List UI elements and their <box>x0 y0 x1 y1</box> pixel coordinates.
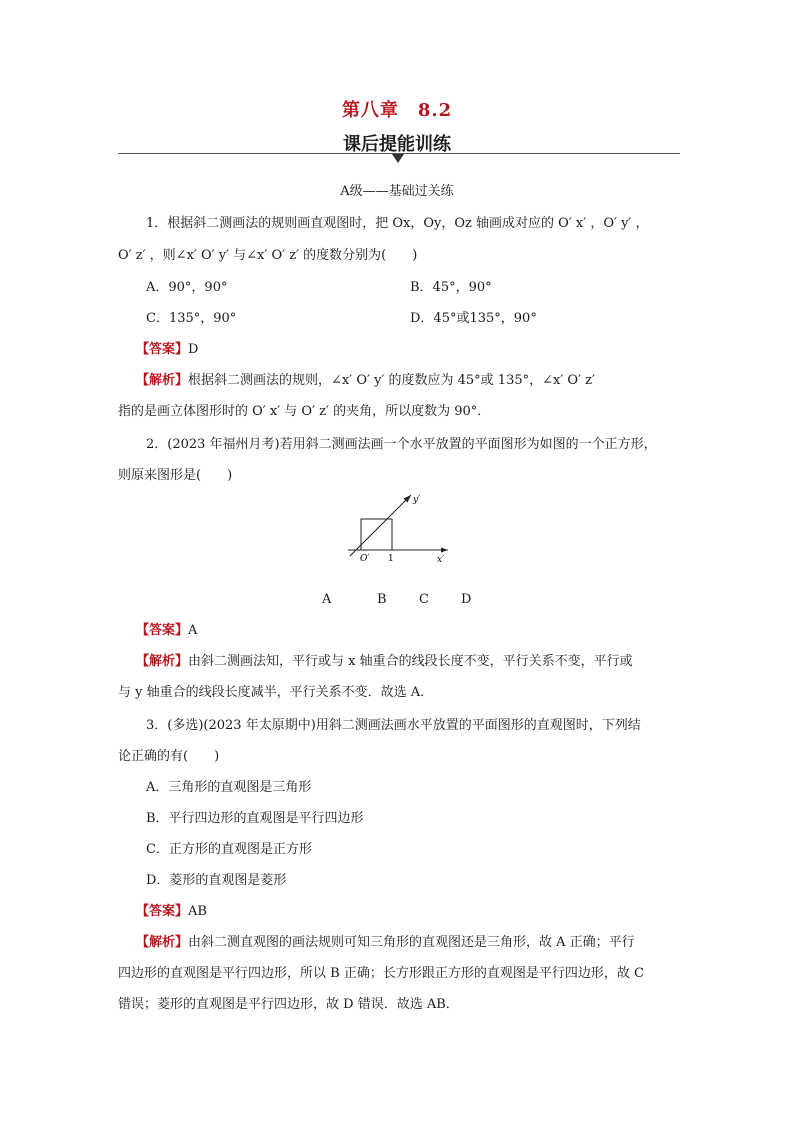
q3-option-b: B．平行四边形的直观图是平行四边形 <box>146 811 364 826</box>
q2-answer <box>136 619 197 638</box>
q3-analysis-line1 <box>136 931 635 950</box>
answer-value: A <box>188 623 198 638</box>
q3-option-a: A．三角形的直观图是三角形 <box>146 780 312 795</box>
q3-stem-line1: 3．(多选)(2023 年太原期中)用斜二测画法画水平放置的平面图形的直观图时，下列结 <box>146 718 641 733</box>
q1-analysis-line2: 指的是画立体图形时的 O′ x′ 与 O′ z′ 的夹角，所以度数为 90°． <box>118 404 491 419</box>
analysis-text: 由斜二测画法知，平行或与 x 轴重合的线段长度不变，平行关系不变，平行或 <box>188 654 633 669</box>
q3-analysis-line3: 错误；菱形的直观图是平行四边形，故 D 错误．故选 AB． <box>118 997 459 1012</box>
page-title: 课后提能训练 <box>343 134 451 155</box>
x-axis-label: x′ <box>437 555 445 565</box>
analysis-tag: 【解析】 <box>136 373 189 388</box>
q3-option-d: D．菱形的直观图是菱形 <box>146 873 287 888</box>
answer-tag: 【答案】 <box>136 904 189 919</box>
y-axis-label: y′ <box>413 495 421 505</box>
q3-analysis-line2: 四边形的直观图是平行四边形，所以 B 正确；长方形跟正方形的直观图是平行四边形，故 C <box>118 966 644 981</box>
q1-answer <box>136 338 198 357</box>
oblique-square-figure <box>340 488 460 568</box>
q3-answer <box>136 900 207 919</box>
origin-label: O′ <box>360 554 370 564</box>
analysis-tag: 【解析】 <box>136 935 189 950</box>
q2-analysis-line1 <box>136 650 633 669</box>
analysis-tag: 【解析】 <box>136 654 189 669</box>
answer-value: AB <box>188 904 207 919</box>
y-axis <box>350 495 411 556</box>
q2-choice-d: D <box>461 592 472 607</box>
q2-stem-line2: 则原来图形是( ) <box>118 468 233 483</box>
x-axis-arrow-icon <box>441 548 448 553</box>
q1-option-d: D．45°或135°，90° <box>410 311 537 326</box>
q3-option-c: C．正方形的直观图是正方形 <box>146 842 312 857</box>
triangle-marker-icon <box>392 154 404 163</box>
q2-stem-line1: 2．(2023 年福州月考)若用斜二测画法画一个水平放置的平面图形为如图的一个正方形， <box>146 437 657 452</box>
q3-stem-line2: 论正确的有( ) <box>118 749 220 764</box>
chapter-title: 第八章 8.2 <box>341 100 453 121</box>
analysis-text: 根据斜二测画法的规则，∠x′ O′ y′ 的度数应为 45°或 135°，∠x′ O′ z′ <box>188 373 595 388</box>
q1-stem-line2: O′ z′ ，则∠x′ O′ y′ 与∠x′ O′ z′ 的度数分别为( ) <box>118 248 418 263</box>
q1-option-b: B．45°，90° <box>410 280 492 295</box>
q1-stem-line1: 1．根据斜二测画法的规则画直观图时，把 Ox，Oy，Oz 轴画成对应的 O′ x′ ，O′ y′ ， <box>146 216 649 231</box>
q2-choice-c: C <box>419 592 429 607</box>
answer-value: D <box>188 342 199 357</box>
q1-analysis-line1 <box>136 369 595 388</box>
q1-option-a: A．90°，90° <box>146 280 228 295</box>
answer-tag: 【答案】 <box>136 342 189 357</box>
square-shape <box>361 519 392 550</box>
q2-choice-b: B <box>377 592 387 607</box>
unit-label: 1 <box>388 554 394 564</box>
answer-tag: 【答案】 <box>136 623 189 638</box>
q2-choice-a: A <box>322 592 332 607</box>
section-level-heading: A级——基础过关练 <box>340 184 454 199</box>
analysis-text: 由斜二测直观图的画法规则可知三角形的直观图还是三角形，故 A 正确；平行 <box>188 935 635 950</box>
q1-option-c: C．135°，90° <box>146 311 237 326</box>
q2-analysis-line2: 与 y 轴重合的线段长度减半，平行关系不变．故选 A． <box>118 685 434 700</box>
